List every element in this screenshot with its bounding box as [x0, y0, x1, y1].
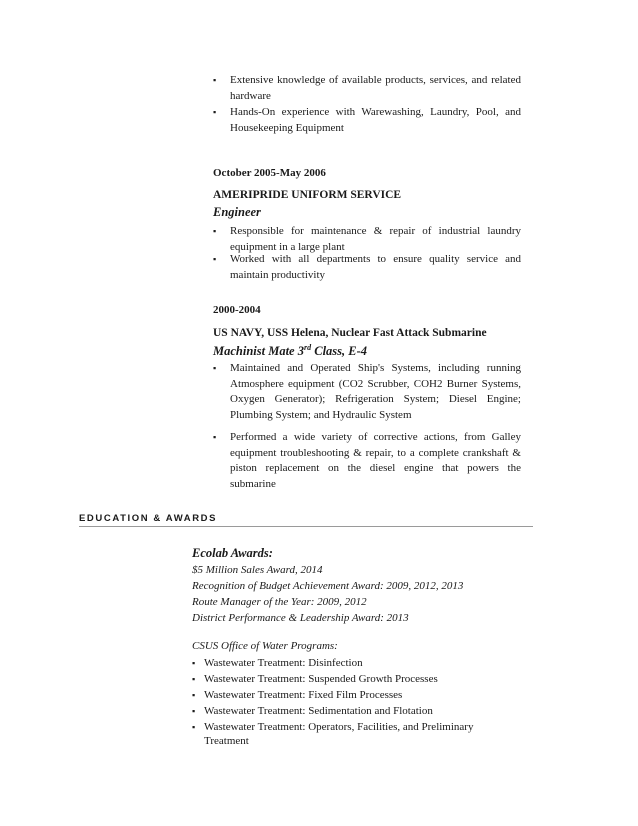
awards-title: Ecolab Awards: [192, 546, 273, 560]
course-item [192, 656, 492, 670]
role-ordinal-suffix: rd [304, 343, 312, 352]
square-bullet-icon: ▪ [213, 432, 217, 442]
course-item [192, 720, 492, 748]
square-bullet-icon: ▪ [213, 107, 217, 117]
course-item [192, 704, 492, 718]
bullet-item [213, 105, 521, 136]
bullet-text: Worked with all departments to ensure quality service and maintain productivity [230, 253, 521, 281]
course-item [192, 688, 492, 702]
square-bullet-icon: ▪ [192, 658, 196, 668]
job-role: Engineer [213, 205, 261, 219]
bullet-item [213, 252, 521, 283]
award-item: Recognition of Budget Achievement Award: 2009, 2012, 2013 [192, 580, 464, 592]
course-text: Wastewater Treatment: Fixed Film Processes [204, 689, 403, 701]
square-bullet-icon: ▪ [192, 690, 196, 700]
square-bullet-icon: ▪ [213, 254, 217, 264]
job-date: 2000-2004 [213, 304, 261, 316]
course-text: Wastewater Treatment: Disinfection [204, 657, 363, 669]
square-bullet-icon: ▪ [213, 75, 217, 85]
bullet-text: Maintained and Operated Ship's Systems, including running Atmosphere equipment (CO2 Scrubber, COH2 Burner Systems, Oxygen Generator); Refrigeration System; Diesel Engine; Plumbing System; and Hydraulic System [230, 362, 521, 421]
award-item: Route Manager of the Year: 2009, 2012 [192, 596, 367, 608]
bullet-item [213, 361, 521, 423]
square-bullet-icon: ▪ [213, 363, 217, 373]
square-bullet-icon: ▪ [213, 226, 217, 236]
bullet-text: Performed a wide variety of corrective actions, from Galley equipment troubleshooting & repair, to a complete crankshaft & piston replacement on the diesel engine that powers the submarine [230, 431, 521, 490]
role-text: Class, E-4 [311, 344, 368, 359]
bullet-text: Extensive knowledge of available products, services, and related hardware [230, 74, 521, 102]
role-text: Machinist Mate 3 [213, 344, 304, 359]
bullet-item [213, 73, 521, 104]
course-item [192, 672, 492, 686]
section-heading: EDUCATION & AWARDS [79, 513, 218, 524]
square-bullet-icon: ▪ [192, 722, 196, 732]
bullet-text: Responsible for maintenance & repair of industrial laundry equipment in a large plant [230, 225, 521, 253]
award-item: District Performance & Leadership Award: 2013 [192, 612, 409, 624]
square-bullet-icon: ▪ [192, 706, 196, 716]
course-provider: CSUS Office of Water Programs: [192, 640, 338, 652]
job-role [213, 343, 367, 359]
course-text: Wastewater Treatment: Sedimentation and Flotation [204, 705, 433, 717]
job-organization: US NAVY, USS Helena, Nuclear Fast Attack Submarine [213, 327, 487, 339]
job-organization: AMERIPRIDE UNIFORM SERVICE [213, 189, 402, 201]
bullet-item [213, 430, 521, 492]
job-date: October 2005-May 2006 [213, 167, 326, 179]
square-bullet-icon: ▪ [192, 674, 196, 684]
section-divider [79, 526, 533, 527]
bullet-text: Hands-On experience with Warewashing, Laundry, Pool, and Housekeeping Equipment [230, 106, 521, 134]
course-text: Wastewater Treatment: Suspended Growth Processes [204, 673, 438, 685]
bullet-item [213, 224, 521, 255]
award-item: $5 Million Sales Award, 2014 [192, 564, 323, 576]
course-text: Wastewater Treatment: Operators, Facilities, and Preliminary Treatment [204, 721, 474, 747]
